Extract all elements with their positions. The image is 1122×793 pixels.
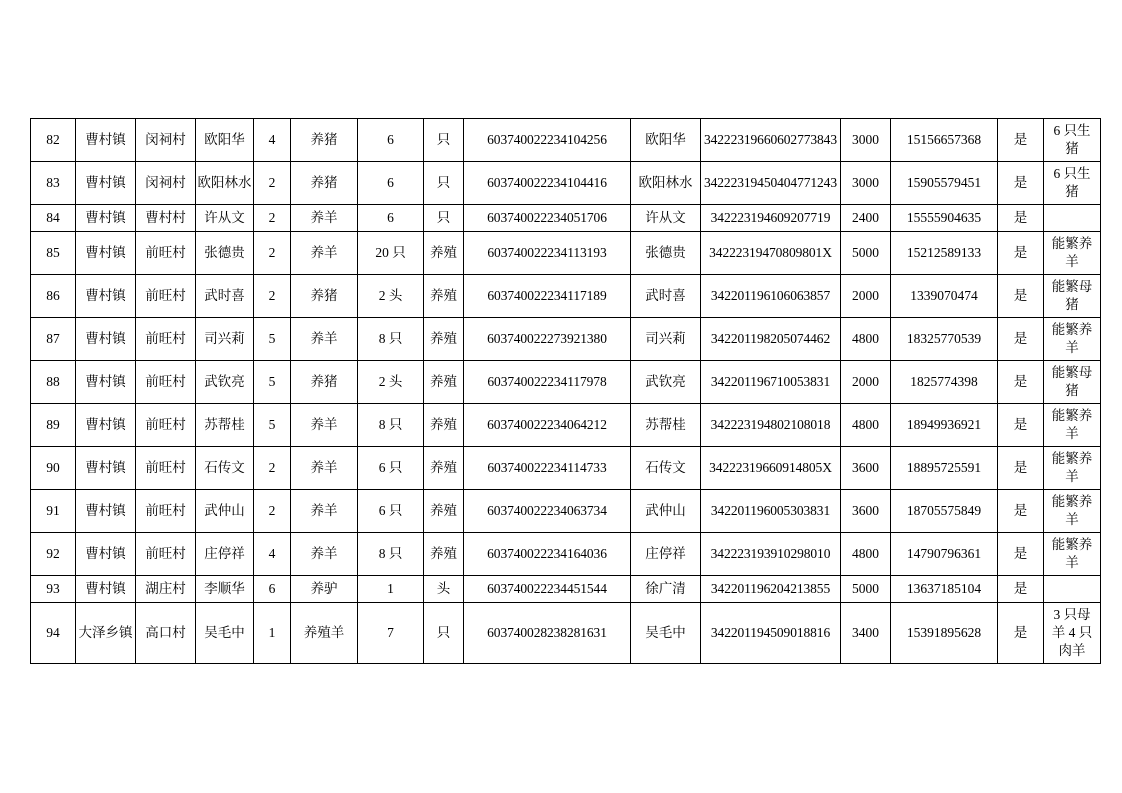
cell-phone: 15391895628 [891, 603, 998, 664]
table-row [31, 533, 1101, 576]
cell-town: 曹村镇 [76, 275, 136, 318]
cell-household-count: 1 [254, 603, 291, 664]
cell-farm-type: 养羊 [291, 404, 358, 447]
cell-seq: 86 [31, 275, 76, 318]
cell-phone: 15212589133 [891, 232, 998, 275]
cell-phone: 15905579451 [891, 162, 998, 205]
cell-town: 曹村镇 [76, 576, 136, 603]
cell-farm-type: 养殖羊 [291, 603, 358, 664]
cell-farmer-name: 石传文 [196, 447, 254, 490]
cell-code: 603740028238281631 [464, 603, 631, 664]
cell-code: 603740022234104416 [464, 162, 631, 205]
cell-village: 前旺村 [136, 404, 196, 447]
cell-unit: 养殖 [424, 490, 464, 533]
cell-town: 曹村镇 [76, 232, 136, 275]
cell-farmer-name: 武钦亮 [196, 361, 254, 404]
cell-remark: 能繁养羊 [1044, 490, 1101, 533]
cell-village: 曹村村 [136, 205, 196, 232]
cell-remark: 3 只母羊 4 只肉羊 [1044, 603, 1101, 664]
cell-payee-name: 许从文 [631, 205, 701, 232]
cell-town: 曹村镇 [76, 361, 136, 404]
cell-confirm: 是 [998, 232, 1044, 275]
cell-id-number: 34222319660914805X [701, 447, 841, 490]
cell-amount: 4800 [841, 404, 891, 447]
cell-remark: 能繁母猪 [1044, 275, 1101, 318]
cell-seq: 92 [31, 533, 76, 576]
cell-id-number: 34222319450404771243 [701, 162, 841, 205]
cell-payee-name: 欧阳华 [631, 119, 701, 162]
cell-household-count: 6 [254, 576, 291, 603]
cell-phone: 18705575849 [891, 490, 998, 533]
cell-household-count: 5 [254, 318, 291, 361]
cell-amount: 5000 [841, 232, 891, 275]
cell-remark: 6 只生猪 [1044, 162, 1101, 205]
cell-quantity: 6 [358, 119, 424, 162]
cell-village: 前旺村 [136, 533, 196, 576]
cell-village: 前旺村 [136, 361, 196, 404]
cell-id-number: 342201196106063857 [701, 275, 841, 318]
cell-household-count: 2 [254, 232, 291, 275]
cell-village: 前旺村 [136, 490, 196, 533]
cell-farm-type: 养羊 [291, 533, 358, 576]
cell-farm-type: 养猪 [291, 119, 358, 162]
cell-payee-name: 吴毛中 [631, 603, 701, 664]
cell-id-number: 342201194509018816 [701, 603, 841, 664]
cell-remark: 能繁养羊 [1044, 318, 1101, 361]
cell-unit: 养殖 [424, 318, 464, 361]
cell-code: 603740022234113193 [464, 232, 631, 275]
cell-unit: 养殖 [424, 275, 464, 318]
cell-unit: 养殖 [424, 232, 464, 275]
table-row [31, 404, 1101, 447]
cell-remark: 能繁母猪 [1044, 361, 1101, 404]
cell-confirm: 是 [998, 490, 1044, 533]
cell-quantity: 2 头 [358, 361, 424, 404]
cell-town: 曹村镇 [76, 533, 136, 576]
cell-confirm: 是 [998, 361, 1044, 404]
cell-remark: 能繁养羊 [1044, 533, 1101, 576]
cell-phone: 15555904635 [891, 205, 998, 232]
cell-town: 曹村镇 [76, 162, 136, 205]
table-row [31, 119, 1101, 162]
cell-phone: 1825774398 [891, 361, 998, 404]
cell-household-count: 2 [254, 205, 291, 232]
cell-farmer-name: 欧阳华 [196, 119, 254, 162]
cell-remark [1044, 576, 1101, 603]
cell-town: 曹村镇 [76, 490, 136, 533]
cell-payee-name: 司兴莉 [631, 318, 701, 361]
cell-amount: 2000 [841, 275, 891, 318]
cell-town: 曹村镇 [76, 119, 136, 162]
cell-id-number: 34222319470809801X [701, 232, 841, 275]
cell-farm-type: 养羊 [291, 490, 358, 533]
cell-quantity: 8 只 [358, 533, 424, 576]
cell-amount: 4800 [841, 318, 891, 361]
cell-household-count: 2 [254, 447, 291, 490]
cell-code: 603740022273921380 [464, 318, 631, 361]
cell-confirm: 是 [998, 603, 1044, 664]
cell-town: 曹村镇 [76, 205, 136, 232]
cell-unit: 养殖 [424, 361, 464, 404]
table-row [31, 576, 1101, 603]
cell-unit: 只 [424, 162, 464, 205]
table-row [31, 361, 1101, 404]
cell-farm-type: 养羊 [291, 205, 358, 232]
cell-remark: 能繁养羊 [1044, 447, 1101, 490]
cell-amount: 2000 [841, 361, 891, 404]
cell-confirm: 是 [998, 533, 1044, 576]
cell-quantity: 6 只 [358, 490, 424, 533]
cell-amount: 3000 [841, 119, 891, 162]
cell-amount: 4800 [841, 533, 891, 576]
cell-town: 曹村镇 [76, 447, 136, 490]
cell-seq: 90 [31, 447, 76, 490]
cell-code: 603740022234051706 [464, 205, 631, 232]
cell-code: 603740022234451544 [464, 576, 631, 603]
cell-village: 湖庄村 [136, 576, 196, 603]
cell-household-count: 5 [254, 361, 291, 404]
cell-household-count: 2 [254, 490, 291, 533]
cell-id-number: 342201196005303831 [701, 490, 841, 533]
cell-farmer-name: 张德贵 [196, 232, 254, 275]
cell-phone: 18325770539 [891, 318, 998, 361]
cell-payee-name: 张德贵 [631, 232, 701, 275]
cell-household-count: 5 [254, 404, 291, 447]
table-body [31, 119, 1101, 664]
cell-seq: 83 [31, 162, 76, 205]
cell-code: 603740022234164036 [464, 533, 631, 576]
cell-confirm: 是 [998, 205, 1044, 232]
cell-payee-name: 欧阳林水 [631, 162, 701, 205]
cell-id-number: 342223194609207719 [701, 205, 841, 232]
cell-quantity: 6 [358, 162, 424, 205]
cell-farm-type: 养猪 [291, 361, 358, 404]
cell-town: 曹村镇 [76, 404, 136, 447]
cell-code: 603740022234117978 [464, 361, 631, 404]
cell-confirm: 是 [998, 162, 1044, 205]
cell-village: 闵祠村 [136, 119, 196, 162]
cell-id-number: 342223194802108018 [701, 404, 841, 447]
cell-quantity: 7 [358, 603, 424, 664]
cell-farmer-name: 庄停祥 [196, 533, 254, 576]
cell-phone: 18895725591 [891, 447, 998, 490]
table-row [31, 232, 1101, 275]
cell-payee-name: 苏帮桂 [631, 404, 701, 447]
table-row [31, 318, 1101, 361]
cell-payee-name: 徐广清 [631, 576, 701, 603]
cell-amount: 3400 [841, 603, 891, 664]
cell-confirm: 是 [998, 576, 1044, 603]
cell-village: 前旺村 [136, 232, 196, 275]
cell-seq: 93 [31, 576, 76, 603]
cell-phone: 1339070474 [891, 275, 998, 318]
cell-unit: 养殖 [424, 404, 464, 447]
cell-farmer-name: 司兴莉 [196, 318, 254, 361]
cell-phone: 15156657368 [891, 119, 998, 162]
cell-quantity: 6 只 [358, 447, 424, 490]
cell-code: 603740022234114733 [464, 447, 631, 490]
cell-amount: 5000 [841, 576, 891, 603]
cell-unit: 只 [424, 603, 464, 664]
cell-seq: 82 [31, 119, 76, 162]
cell-seq: 84 [31, 205, 76, 232]
cell-farm-type: 养猪 [291, 162, 358, 205]
cell-village: 高口村 [136, 603, 196, 664]
cell-payee-name: 武仲山 [631, 490, 701, 533]
cell-seq: 91 [31, 490, 76, 533]
cell-id-number: 342223193910298010 [701, 533, 841, 576]
cell-payee-name: 庄停祥 [631, 533, 701, 576]
cell-phone: 13637185104 [891, 576, 998, 603]
cell-quantity: 20 只 [358, 232, 424, 275]
cell-amount: 3600 [841, 490, 891, 533]
cell-amount: 2400 [841, 205, 891, 232]
cell-farmer-name: 武时喜 [196, 275, 254, 318]
cell-amount: 3600 [841, 447, 891, 490]
cell-farmer-name: 苏帮桂 [196, 404, 254, 447]
cell-payee-name: 武时喜 [631, 275, 701, 318]
cell-unit: 头 [424, 576, 464, 603]
cell-village: 前旺村 [136, 447, 196, 490]
cell-id-number: 34222319660602773843 [701, 119, 841, 162]
cell-quantity: 6 [358, 205, 424, 232]
table-row [31, 162, 1101, 205]
cell-phone: 18949936921 [891, 404, 998, 447]
cell-confirm: 是 [998, 119, 1044, 162]
cell-seq: 85 [31, 232, 76, 275]
table-row [31, 275, 1101, 318]
cell-seq: 87 [31, 318, 76, 361]
cell-id-number: 342201198205074462 [701, 318, 841, 361]
cell-code: 603740022234063734 [464, 490, 631, 533]
livestock-subsidy-table [30, 118, 1101, 664]
table-row [31, 205, 1101, 232]
cell-unit: 养殖 [424, 447, 464, 490]
cell-payee-name: 武钦亮 [631, 361, 701, 404]
cell-household-count: 2 [254, 162, 291, 205]
cell-confirm: 是 [998, 275, 1044, 318]
table-row [31, 447, 1101, 490]
cell-code: 603740022234117189 [464, 275, 631, 318]
cell-household-count: 4 [254, 533, 291, 576]
cell-quantity: 2 头 [358, 275, 424, 318]
cell-unit: 只 [424, 119, 464, 162]
cell-phone: 14790796361 [891, 533, 998, 576]
cell-seq: 94 [31, 603, 76, 664]
cell-farm-type: 养羊 [291, 318, 358, 361]
cell-confirm: 是 [998, 318, 1044, 361]
cell-code: 603740022234104256 [464, 119, 631, 162]
cell-quantity: 8 只 [358, 404, 424, 447]
cell-farmer-name: 武仲山 [196, 490, 254, 533]
cell-amount: 3000 [841, 162, 891, 205]
cell-confirm: 是 [998, 404, 1044, 447]
cell-remark [1044, 205, 1101, 232]
cell-household-count: 2 [254, 275, 291, 318]
cell-unit: 只 [424, 205, 464, 232]
cell-seq: 88 [31, 361, 76, 404]
cell-farm-type: 养猪 [291, 275, 358, 318]
cell-village: 闵祠村 [136, 162, 196, 205]
cell-remark: 6 只生猪 [1044, 119, 1101, 162]
cell-code: 603740022234064212 [464, 404, 631, 447]
cell-farm-type: 养羊 [291, 447, 358, 490]
cell-farmer-name: 吴毛中 [196, 603, 254, 664]
cell-quantity: 8 只 [358, 318, 424, 361]
table-row [31, 603, 1101, 664]
cell-quantity: 1 [358, 576, 424, 603]
cell-id-number: 342201196204213855 [701, 576, 841, 603]
cell-payee-name: 石传文 [631, 447, 701, 490]
cell-village: 前旺村 [136, 275, 196, 318]
cell-farm-type: 养驴 [291, 576, 358, 603]
cell-unit: 养殖 [424, 533, 464, 576]
cell-town: 曹村镇 [76, 318, 136, 361]
cell-remark: 能繁养羊 [1044, 404, 1101, 447]
cell-confirm: 是 [998, 447, 1044, 490]
cell-id-number: 342201196710053831 [701, 361, 841, 404]
cell-remark: 能繁养羊 [1044, 232, 1101, 275]
table-row [31, 490, 1101, 533]
cell-farmer-name: 许从文 [196, 205, 254, 232]
cell-farm-type: 养羊 [291, 232, 358, 275]
cell-household-count: 4 [254, 119, 291, 162]
cell-farmer-name: 李顺华 [196, 576, 254, 603]
cell-village: 前旺村 [136, 318, 196, 361]
cell-seq: 89 [31, 404, 76, 447]
cell-farmer-name: 欧阳林水 [196, 162, 254, 205]
cell-town: 大泽乡镇 [76, 603, 136, 664]
